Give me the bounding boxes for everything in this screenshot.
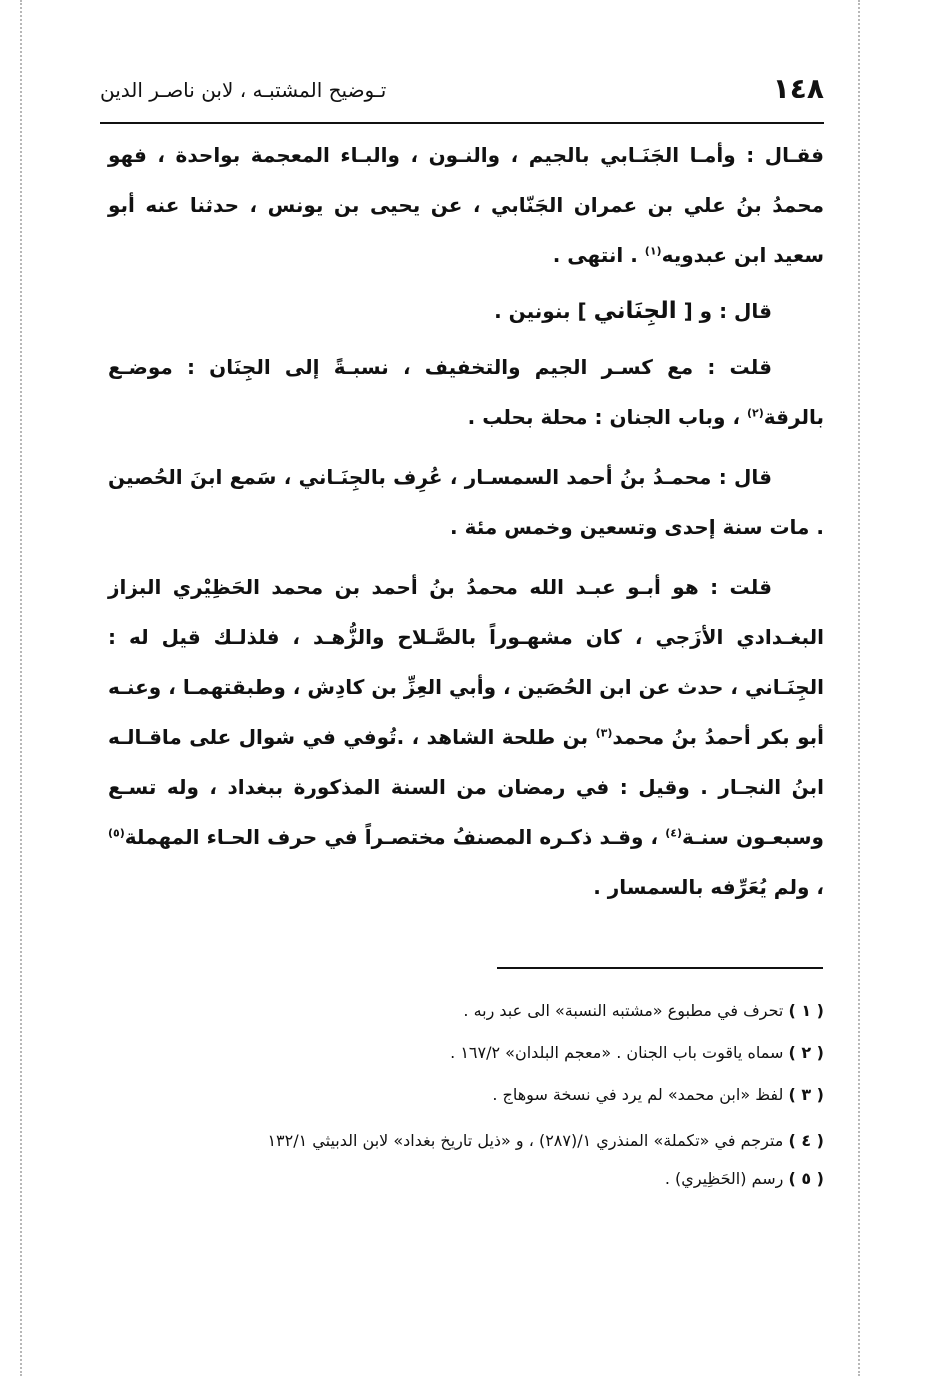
main-text [108, 130, 824, 912]
footnote-ref-1: (١) [644, 244, 662, 258]
paragraph-3-text: قلت : مع كسـر الجيم والتخفيف ، نسبـةً إلى الجِنَان : موضـع بالرقة [108, 355, 824, 429]
paragraph-3 [108, 342, 824, 442]
footnote-1 [108, 1000, 824, 1022]
page-number: ١٤٨ [772, 72, 824, 105]
footnote-ref-2: (٢) [747, 406, 764, 420]
footnote-number: ( ٣ ) [788, 1085, 824, 1104]
footnote-text: مترجم في «تكملة» المنذري ١/(٢٨٧) ، و «ذيل تاريخ بغداد» لابن الدبيثي ١٣٢/١ [267, 1131, 784, 1150]
paragraph-5-part-d: ، ولم يُعَرِّفه بالسمسار . [593, 875, 824, 899]
paragraph-5 [108, 562, 824, 912]
footnote-2 [108, 1042, 824, 1064]
paragraph-1 [108, 130, 824, 280]
paragraph-1-text: فقـال : وأمـا الجَنَـابي بالجيم ، والنـون ، والبـاء المعجمة بواحدة ، فهو محمدُ بنُ علي بن عمران الجَنّابي ، عن يحيى بن يونس ، حدثنا عنه أبو سعيد ابن عبدويه [108, 143, 824, 267]
paragraph-2 [108, 286, 824, 336]
footnote-text: تحرف في مطبوع «مشتبه النسبة» الى عبد ربه . [463, 1001, 784, 1020]
footnote-text: لفظ «ابن محمد» لم يرد في نسخة سوهاج . [492, 1085, 784, 1104]
paragraph-5-part-b: بن طلحة الشاهد ، .تُوفي في شوال على ماقـالـه ابنُ النجـار . وقيل : في رمضان من السنة المذكورة ببغداد ، وله تسـع وسبعـون سنـة [108, 725, 824, 849]
running-title: تـوضيح المشتبـه ، لابن ناصـر الدين [100, 78, 387, 102]
footnote-text: رسم (الحَظِيري) . [664, 1169, 784, 1188]
paragraph-4-text: قال : محمـدُ بنُ أحمد السمسـار ، عُرِف بالجِنَـاني ، سَمع ابنَ الحُصين . مات سنة إحدى وتسعين وخمس مئة . [108, 465, 824, 539]
footnote-3 [108, 1084, 824, 1106]
header-rule [100, 122, 824, 124]
paragraph-3-tail: ، وباب الجنان : محلة بحلب . [467, 405, 748, 429]
footnote-text: سماه ياقوت باب الجنان . «معجم البلدان» ١٦٧/٢ . [450, 1043, 784, 1062]
footnotes [108, 1000, 824, 1210]
paragraph-4 [108, 452, 824, 552]
footnote-number: ( ٢ ) [788, 1043, 824, 1062]
footnote-ref-5: (٥) [108, 826, 125, 840]
page-header [100, 70, 824, 116]
paragraph-5-part-a: قلت : هو أبـو عبـد الله محمدُ بنُ أحمد بن محمد الحَظِيْري البزاز البغـدادي الأزَجي ، كان مشهـوراً بالصَّـلاح والزُّهـد ، فلذلـك قيل له : الجِنَـاني ، حدث عن ابن الحُصَين ، وأبي العِزِّ بن كادِش ، وطبقتهمـا ، وعنـه أبو بكر أحمدُ بنُ محمد [108, 575, 824, 749]
footnote-ref-4: (٤) [665, 826, 683, 840]
paragraph-1-tail: . انتهى . [552, 243, 645, 267]
entry-word: الجِنَاني [593, 298, 677, 324]
footnote-number: ( ٥ ) [788, 1169, 824, 1188]
footnote-number: ( ١ ) [788, 1001, 824, 1020]
footnote-5 [108, 1168, 824, 1190]
footnote-ref-3: (٣) [595, 726, 613, 740]
paragraph-2-suffix: ] بنونين . [494, 299, 594, 323]
left-margin-dotted-line [20, 0, 22, 1376]
right-margin-dotted-line [858, 0, 860, 1376]
paragraph-5-part-c: ، وقـد ذكـره المصنفُ مختصـراً في حرف الحـاء المهملة [124, 825, 666, 849]
footnote-separator [497, 967, 823, 969]
footnote-4 [108, 1126, 824, 1156]
paragraph-2-prefix: قال : و [ [676, 299, 772, 323]
footnote-number: ( ٤ ) [788, 1131, 824, 1150]
